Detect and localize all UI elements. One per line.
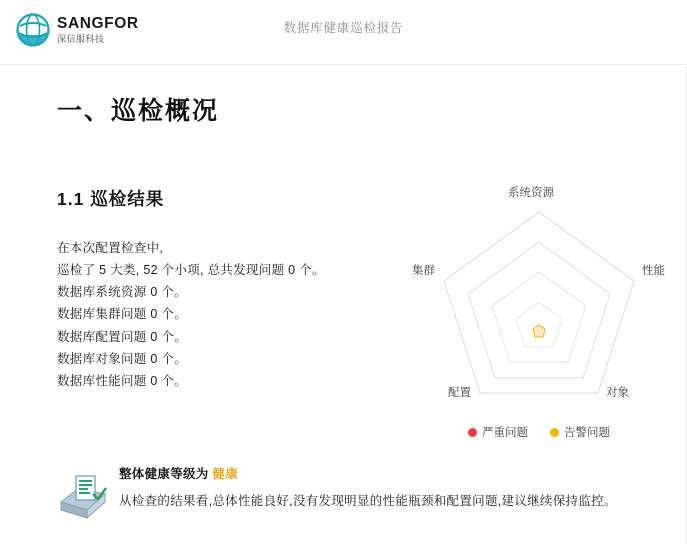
- document-title: 数据库健康巡检报告: [283, 21, 404, 35]
- health-summary: [57, 464, 617, 524]
- legend-swatch-critical-icon: [468, 428, 477, 437]
- inspection-result-paragraph: [57, 242, 387, 397]
- legend-item-warning[interactable]: [550, 424, 610, 440]
- paragraph-line: 巡检了 5 大类, 52 个小项, 总共发现问题 0 个。: [57, 263, 325, 278]
- radar-axis-label-config: 配置: [448, 387, 471, 399]
- paragraph-line: 数据库系统资源 0 个。: [57, 285, 187, 300]
- paragraph-line: 数据库性能问题 0 个。: [57, 373, 187, 388]
- legend-label-critical: 严重问题: [482, 427, 528, 439]
- paragraph-line: 在本次配置检查中,: [57, 241, 164, 255]
- health-level-label: 整体健康等级为: [119, 467, 209, 481]
- legend-label-warning: 告警问题: [564, 427, 610, 439]
- radar-axis-label-performance: 性能: [642, 265, 665, 277]
- document-body: [0, 64, 687, 544]
- paragraph-line: 数据库对象问题 0 个。: [57, 351, 187, 366]
- document-header: [0, 0, 687, 65]
- section-heading: 一、巡检概况: [57, 97, 220, 125]
- paragraph-line: 数据库集群问题 0 个。: [57, 307, 187, 322]
- brand-name-cn: 深信服科技: [57, 33, 105, 44]
- chart-legend: [404, 424, 674, 440]
- health-level-line: [119, 464, 617, 482]
- legend-item-critical[interactable]: [468, 424, 528, 440]
- health-summary-description: 从检查的结果看,总体性能良好,没有发现明显的性能瓶颈和配置问题,建议继续保持监控。: [119, 494, 617, 508]
- paragraph-line: 数据库配置问题 0 个。: [57, 329, 187, 344]
- brand-name: SANGFOR: [57, 15, 139, 33]
- radar-axis-label-object: 对象: [606, 387, 629, 399]
- radar-axis-label-system-resource: 系统资源: [508, 187, 554, 199]
- health-report-icon: [57, 472, 109, 524]
- subsection-heading: 1.1 巡检结果: [57, 189, 165, 209]
- health-level-value: 健康: [212, 467, 238, 481]
- health-summary-body: [119, 464, 617, 524]
- radar-axis-label-cluster: 集群: [412, 265, 435, 277]
- radar-chart: [404, 182, 674, 442]
- legend-swatch-warning-icon: [550, 428, 559, 437]
